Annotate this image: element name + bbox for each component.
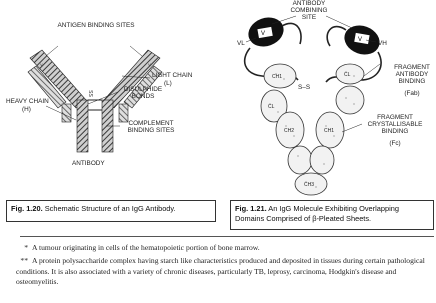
cl-right-domain <box>336 86 364 114</box>
disulphide-bonds-label: DISULPHIDE BONDS <box>123 86 163 100</box>
domain-label: CL <box>344 72 351 78</box>
footnote-text: A tumour originating in cells of the hematopoietic portion of bone marrow. <box>32 243 260 252</box>
fab-label: FRAGMENT ANTIBODY BINDING <box>394 64 430 85</box>
footnote-divider <box>20 236 434 237</box>
antibody-combining-site-label: ANTIBODY COMBINING SITE <box>290 0 328 21</box>
caption-text: An IgG Molecule Exhibiting Overlapping Domains Comprised of β-Pleated Sheets. <box>235 204 399 223</box>
domain-label: CH1 <box>324 128 335 134</box>
ch3-right-domain <box>310 146 334 174</box>
footnote-text: A protein polysaccharide complex having starch like characteristics produced and deposited in tissues during certain pathological conditions. It is also associated with a variety of chronic diseases, particularly TB, leprosy, carcinoma, Hodgkin's disease and osteomyelitis. <box>16 256 425 287</box>
svg-text:V: V <box>261 31 266 37</box>
ss-label: S–S <box>298 84 311 91</box>
light-chain-label: LIGHT CHAIN <box>152 72 193 79</box>
domain-label: CL <box>268 104 275 110</box>
ch3-left-domain <box>288 146 312 174</box>
vh-label: VH <box>378 40 387 47</box>
figure-1-20-caption <box>6 200 216 222</box>
caption-text: Schematic Structure of an IgG Antibody. <box>44 204 176 213</box>
complement-binding-sites-label: COMPLEMENT BINDING SITES <box>127 120 175 134</box>
svg-text:V: V <box>40 62 43 67</box>
antigen-binding-sites-label: ANTIGEN BINDING SITES <box>57 22 135 29</box>
footnote-mark: ** <box>20 256 28 265</box>
antibody-label: ANTIBODY <box>72 160 105 167</box>
fc-symbol: (Fc) <box>389 140 401 147</box>
vl-label: VL <box>237 40 245 47</box>
heavy-chain-symbol: (H) <box>22 106 31 113</box>
figure-1-21-caption <box>230 200 434 230</box>
svg-text:V: V <box>148 62 151 67</box>
heavy-chain-label: HEAVY CHAIN <box>6 98 49 105</box>
domain-label: CH2 <box>284 128 295 134</box>
ss-bond-label: SS <box>86 90 93 97</box>
footnote-1 <box>16 243 436 254</box>
footnote-mark: * <box>24 243 28 252</box>
domain-label: CH1 <box>272 74 283 80</box>
caption-number: Fig. 1.20. <box>11 204 43 213</box>
domain-label: CH3 <box>304 182 315 188</box>
footnote-2 <box>16 256 436 288</box>
fab-symbol: (Fab) <box>404 90 420 97</box>
fc-label: FRAGMENT CRYSTALLISABLE BINDING <box>367 114 423 135</box>
caption-number: Fig. 1.21. <box>235 204 267 213</box>
light-chain-symbol: (L) <box>164 80 172 87</box>
svg-text:V: V <box>358 37 363 43</box>
